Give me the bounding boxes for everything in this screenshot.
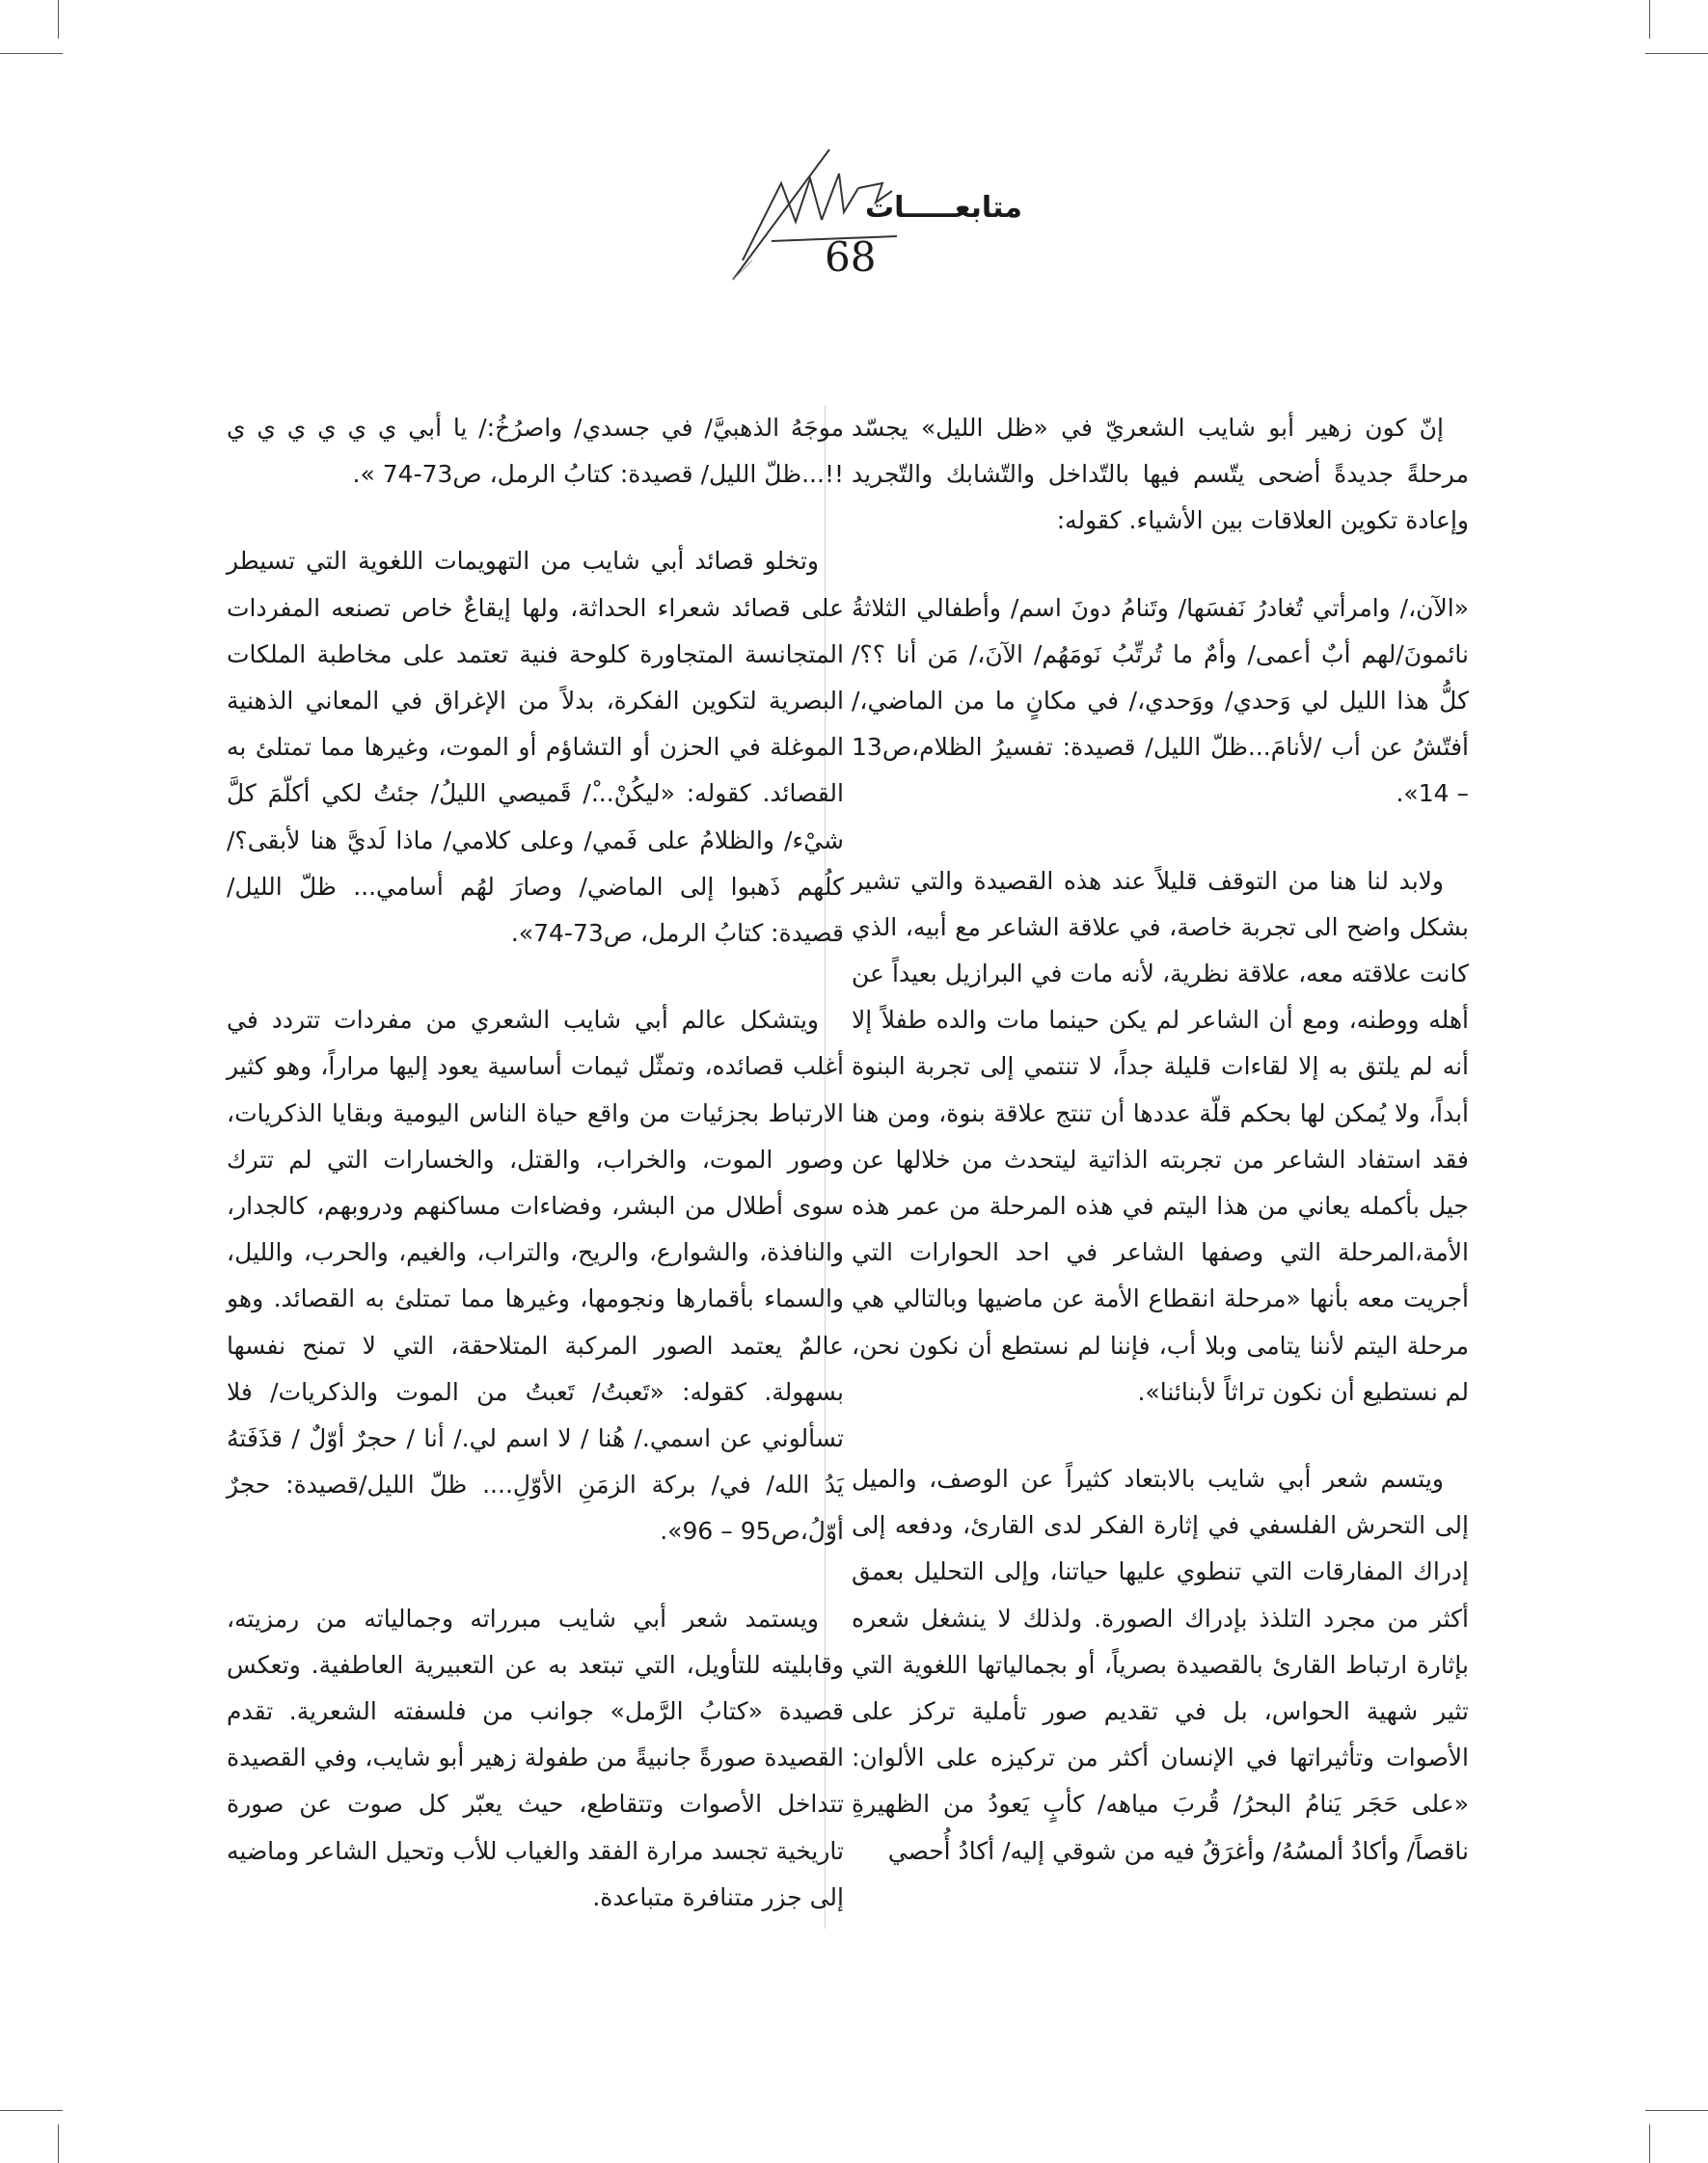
- crop-mark-bl-v: [58, 2124, 59, 2163]
- crop-mark-br-v: [1649, 2124, 1650, 2163]
- paragraph: ولابد لنا هنا من التوقف قليلاً عند هذه القصيدة والتي تشير بشكل واضح الى تجربة خاصة، في علاقة الشاعر مع أبيه، الذي كانت علاقته معه، علاقة نظرية، لأنه مات في البرازيل بعيداً عن أهله ووطنه، ومع أن الشاعر لم يكن حينما مات والده طفلاً إلا أنه لم يلتق به إلا لقاءات قليلة جداً، لا تنتمي إلى تجربة البنوة أبداً، ولا يُمكن لها بحكم قلّة عددها أن تنتج علاقة بنوة، ومن هنا فقد استفاد الشاعر من تجربته الذاتية ليتحدث من خلالها عن جيل بأكمله يعاني من هذا اليتم في هذه المرحلة من عمر هذه الأمة،المرحلة التي وصفها الشاعر في احد الحوارات التي أجريت معه بأنها «مرحلة انقطاع الأمة عن ماضيها وبالتالي هي مرحلة اليتم لأننا يتامى وبلا أب، فإننا لم نستطع أن نكون نحن، لم نستطيع أن نكون تراثاً لأبنائنا».: [852, 866, 1469, 1406]
- paragraph: إنّ كون زهير أبو شايب الشعريّ في «ظل الليل» يجسّد مرحلةً جديدةً أضحى يتّسم فيها بالتّداخل والتّشابك والتّجريد وإعادة تكوين العلاقات بين الأشياء. كقوله:: [852, 414, 1469, 535]
- paragraph: ويتشكل عالم أبي شايب الشعري من مفردات تتردد في أغلب قصائده، وتمثّل ثيمات أساسية يعود إليها مراراً، وهو كثير الارتباط بجزئيات من واقع حياة الناس اليومية وبقايا الذكريات، وصور الموت، والخراب، والقتل، والخسارات التي لم تترك سوى أطلال من البشر، وفضاءات مساكنهم ودروبهم، كالجدار، والنافذة، والشوارع، والريح، والتراب، والغيم، والحرب، والليل، والسماء بأقمارها ونجومها، وغيرها مما تمتلئ به القصائد. وهو عالمٌ يعتمد الصور المركبة المتلاحقة، التي لا تمنح نفسها بسهولة. كقوله: «تَعبتُ/ تَعبتُ من الموت والذكريات/ فلا تسألوني عن اسمي./ هُنا / لا اسم لي./ أنا / حجرٌ أوّلٌ / قذَفَتهُ يَدُ الله/ في/ بركة الزمَنِ الأوّلِ.... ظلّ الليل/قصيدة: حجرٌ أوّلُ،ص95 – 96».: [227, 1006, 844, 1546]
- quote-paragraph: موجَهُ الذهبيَّ/ في جسدي/ واصرُخُ:/ يا أبي ي ي ي ي ي ي !!...ظلّ الليل/ قصيدة: كتابُ الرمل، ص73-74 ».: [227, 414, 844, 489]
- crop-mark-tl-v: [58, 0, 59, 39]
- page-number: 68: [825, 233, 877, 281]
- crop-mark-tl-h: [0, 53, 63, 54]
- paragraph: ويستمد شعر أبي شايب مبرراته وجمالياته من رمزيته، وقابليته للتأويل، التي تبتعد به عن التعبيرية العاطفية. وتعكس قصيدة «كتابُ الرَّمل» جوانب من فلسفته الشعرية. تقدم القصيدة صورةً جانبيةً من طفولة زهير أبو شايب، وفي القصيدة تتداخل الأصوات وتتقاطع، حيث يعبّر كل صوت عن صورة تاريخية تجسد مرارة الفقد والغياب للأب وتحيل الشاعر وماضيه إلى جزر متنافرة متباعدة.: [227, 1604, 844, 1911]
- section-name: متابعـــــات: [865, 191, 1022, 225]
- crop-mark-bl-h: [0, 2110, 63, 2111]
- article-column-right: [852, 405, 1469, 1875]
- paragraph: ويتسم شعر أبي شايب بالابتعاد كثيراً عن الوصف، والميل إلى التحرش الفلسفي في إثارة الفكر لدى القارئ، ودفعه إلى إدراك المفارقات التي تنطوي عليها حياتنا، وإلى التحليل بعمق أكثر من مجرد التلذذ بإدراك الصورة. ولذلك لا ينشغل شعره بإثارة ارتباط القارئ بالقصيدة بصرياً، أو بجمالياتها اللغوية التي تثير شهية الحواس، بل في تقديم صور تأملية تركز على الأصوات وتأثيراتها في الإنسان أكثر من تركيزه على الألوان: «على حَجَر يَنامُ البحرُ/ قُربَ مياهه/ كأبٍ يَعودُ من الظهيرةِ ناقصاً/ وأكادُ ألمسُهُ/ وأغرَقُ فيه من شوقي إليه/ أكادُ أُحصي: [852, 1465, 1469, 1865]
- crop-mark-br-h: [1645, 2110, 1708, 2111]
- paragraph: وتخلو قصائد أبي شايب من التهويمات اللغوية التي تسيطر على قصائد شعراء الحداثة، ولها إيقاعٌ خاص تصنعه المفردات المتجانسة المتجاورة كلوحة فنية تعتمد على مخاطبة الملكات البصرية لتكوين الفكرة، بدلاً من الإغراق في المعاني الذهنية الموغلة في الحزن أو التشاؤم أو الموت، وغيرها مما تمتلئ به القصائد. كقوله: «ليكُنْ...ْ/ قَميصي الليلُ/ جئتُ لكي أكلّمَ كلَّ شيْء/ والظلامُ على فَمي/ وعلى كلامي/ ماذا لَديَّ هنا لأبقى؟/ كلُهم ذَهبوا إلى الماضي/ وصارَ لهُم أسامي... ظلّ الليل/ قصيدة: كتابُ الرمل، ص73-74».: [227, 547, 844, 948]
- page-header: [694, 145, 1022, 289]
- crop-mark-tr-h: [1645, 53, 1708, 54]
- crop-mark-tr-v: [1649, 0, 1650, 39]
- quote-paragraph: «الآن،/ وامرأتي تُغادرُ نَفسَها/ وتَنامُ دونَ اسم/ وأطفالي الثلاثةُ نائمونَ/لهم أبٌ أعمى/ وأمٌ ما تُرتِّبُ نَومَهُم/ الآنَ،/ مَن أنا ؟؟/ كلُّ هذا الليل لي وَحدي/ ووَحدي،/ في مكانٍ ما من الماضي،/أفتّشُ عن أب /لأنامَ...ظلّ الليل/ قصيدة: تفسيرُ الظلام،ص13 – 14».: [852, 593, 1469, 808]
- article-column-left: [227, 405, 844, 1921]
